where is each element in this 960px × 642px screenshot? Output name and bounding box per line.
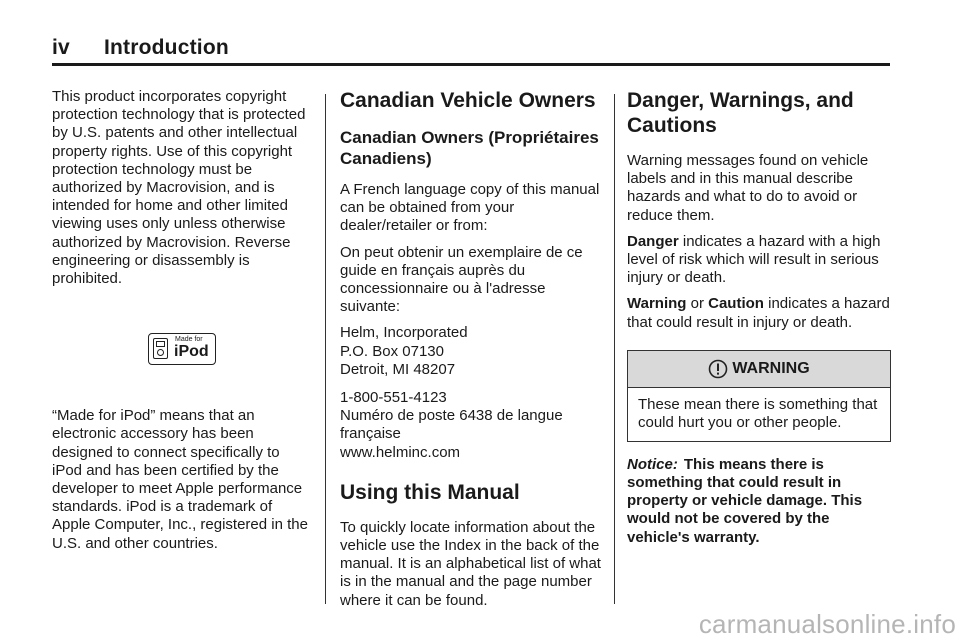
extension-info: Numéro de poste 6438 de langue française	[340, 407, 563, 443]
danger-term: Danger	[627, 232, 679, 250]
column-middle	[340, 88, 602, 618]
page-header	[52, 36, 890, 66]
logo-made-for-text: Made for	[175, 336, 203, 344]
warning-box-body: These mean there is something that could hurt you or other people.	[638, 395, 878, 432]
mailing-address	[340, 324, 602, 379]
danger-paragraph	[627, 233, 891, 288]
caution-text: indicates a hazard that could result in injury or death.	[627, 295, 890, 331]
warning-term: Warning	[627, 295, 687, 313]
or-text: or	[686, 295, 709, 313]
using-manual-heading: Using this Manual	[340, 480, 520, 504]
contact-info	[340, 389, 602, 462]
column-divider	[614, 94, 615, 604]
warning-messages-paragraph: Warning messages found on vehicle labels and in this manual describe hazards and what to do to avoid or reduce them.	[627, 152, 869, 224]
canadian-owners-subheading: Canadian Owners (Propriétaires Canadiens)	[340, 128, 599, 168]
using-manual-paragraph: To quickly locate information about the vehicle use the Index in the back of the manual. It is an alphabetical list of what is in the manual and the page number where it can be found.	[340, 518, 601, 609]
page-number: iv	[52, 36, 70, 59]
ipod-paragraph: “Made for iPod” means that an electronic accessory has been designed to connect specifically to iPod and has been certified by the developer to meet Apple performance standards. iPod is a trademark of Apple Computer, Inc., registered in the U.S. and other countries.	[52, 407, 308, 552]
column-left	[52, 88, 310, 561]
notice-paragraph	[627, 456, 891, 547]
ipod-icon	[153, 338, 168, 359]
warning-icon	[708, 359, 728, 379]
caution-term: Caution	[708, 295, 764, 313]
column-divider	[325, 94, 326, 604]
address-line: P.O. Box 07130	[340, 342, 444, 360]
website-link[interactable]: www.helminc.com	[340, 443, 461, 461]
header-rule	[52, 63, 890, 66]
danger-text: indicates a hazard with a high level of risk which will result in serious injury or death.	[627, 232, 881, 287]
warning-caution-paragraph	[627, 295, 891, 331]
watermark: carmanualsonline.info	[698, 609, 956, 639]
made-for-ipod-logo	[148, 333, 216, 365]
logo-ipod-text: iPod	[174, 343, 209, 361]
canadian-owners-heading: Canadian Vehicle Owners	[340, 89, 596, 112]
french-copy-paragraph: A French language copy of this manual can be obtained from your dealer/retailer or from:	[340, 181, 600, 235]
warning-box	[627, 350, 891, 442]
phone-number: 1-800-551-4123	[340, 389, 447, 407]
warnings-heading: Danger, Warnings, and Cautions	[627, 89, 854, 137]
address-line: Helm, Incorporated	[340, 324, 468, 342]
notice-label: Notice:	[627, 455, 678, 473]
column-right	[627, 88, 891, 555]
warning-box-title: WARNING	[732, 359, 810, 377]
notice-text: This means there is something that could result in property or vehicle damage. This would not be covered by the vehicle's warranty.	[627, 455, 863, 546]
french-paragraph: On peut obtenir un exemplaire de ce guide en français auprès du concessionnaire ou à l'adresse suivante:	[340, 243, 583, 316]
address-line: Detroit, MI 48207	[340, 360, 456, 378]
copyright-paragraph: This product incorporates copyright protection technology that is protected by U.S. patents and other intellectual property rights. Use of this copyright protection technology must be authorized by Macrovision, and is intended for home and other limited viewing uses only unless otherwise authorized by Macrovision. Reverse engineering or disassembly is prohibited.	[52, 88, 306, 288]
section-title: Introduction	[104, 36, 229, 59]
warning-box-header	[628, 351, 890, 388]
